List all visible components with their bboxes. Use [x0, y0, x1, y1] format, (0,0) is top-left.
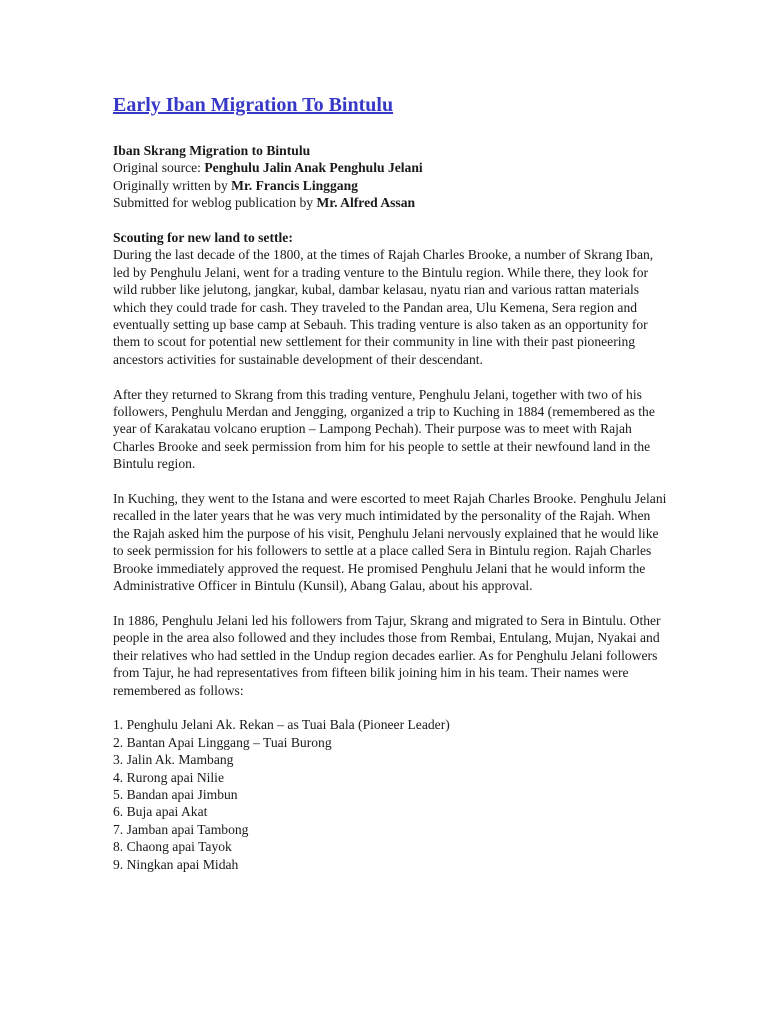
meta-source: Original source: Penghulu Jalin Anak Penghulu Jelani	[113, 160, 423, 176]
meta-author: Originally written by Mr. Francis Linggang	[113, 177, 358, 193]
article-meta	[113, 142, 668, 212]
meta-submitter: Submitted for weblog publication by Mr. Alfred Assan	[113, 195, 416, 211]
list-item: 1. Penghulu Jelani Ak. Rekan – as Tuai Bala (Pioneer Leader)	[113, 717, 450, 733]
list-item: 2. Bantan Apai Linggang – Tuai Burong	[113, 734, 332, 750]
paragraph-1: During the last decade of the 1800, at the times of Rajah Charles Brooke, a number of Skrang Iban, led by Penghulu Jelani, went for a trading venture to the Bintulu region. While there, they look for wild rubber like jelutong, jangkar, kubal, dambar kelasau, nyatu rian and various rattan materials which they could trade for cash. They traveled to the Pandan area, Ulu Kemena, Sera region and eventually setting up base camp at Sebauh. This trading venture is also taken as an opportunity for them to scout for potential new settlement for their community in line with their past pioneering ancestors activities for sustainable development of their descendant.	[113, 247, 654, 367]
paragraph-2: After they returned to Skrang from this trading venture, Penghulu Jelani, together with two of his followers, Penghulu Merdan and Jengging, organized a trip to Kuching in 1884 (remembered as the year of Karakatau volcano eruption – Lampong Pechah). Their purpose was to meet with Rajah Charles Brooke and seek permission from him for his people to settle at their newfound land in the Bintulu region.	[113, 386, 655, 472]
list-item: 5. Bandan apai Jimbun	[113, 786, 238, 802]
paragraph-3: In Kuching, they went to the Istana and were escorted to meet Rajah Charles Brooke. Penghulu Jelani recalled in the later years that he was very much intimidated by the personality of the Rajah. When the Rajah asked him the purpose of his visit, Penghulu Jelani nervously explained that he would like to seek permission for his followers to settle at a place called Sera in Bintulu region. Rajah Charles Brooke immediately approved the request. He promised Penghulu Jelani that he would inform the Administrative Officer in Bintulu (Kunsil), Abang Galau, about his approval.	[113, 491, 667, 594]
list-item: 6. Buja apai Akat	[113, 804, 208, 820]
paragraph-4: In 1886, Penghulu Jelani led his followers from Tajur, Skrang and migrated to Sera in Bintulu. Other people in the area also followed and they includes those from Rembai, Entulang, Mujan, Nyakai and their relatives who had settled in the Undup region decades earlier. As for Penghulu Jelani followers from Tajur, he had representatives from fifteen bilik joining him in his team. Their names were remembered as follows:	[113, 612, 661, 698]
list-item: 8. Chaong apai Tayok	[113, 839, 232, 855]
article-body	[113, 229, 668, 873]
follower-list	[113, 716, 668, 873]
list-item: 3. Jalin Ak. Mambang	[113, 752, 234, 768]
list-item: 4. Rurong apai Nilie	[113, 769, 224, 785]
list-item: 9. Ningkan apai Midah	[113, 856, 239, 872]
page-title[interactable]: Early Iban Migration To Bintulu	[113, 94, 394, 116]
meta-heading: Iban Skrang Migration to Bintulu	[113, 143, 311, 158]
section-heading: Scouting for new land to settle:	[113, 230, 293, 246]
list-item: 7. Jamban apai Tambong	[113, 821, 249, 837]
